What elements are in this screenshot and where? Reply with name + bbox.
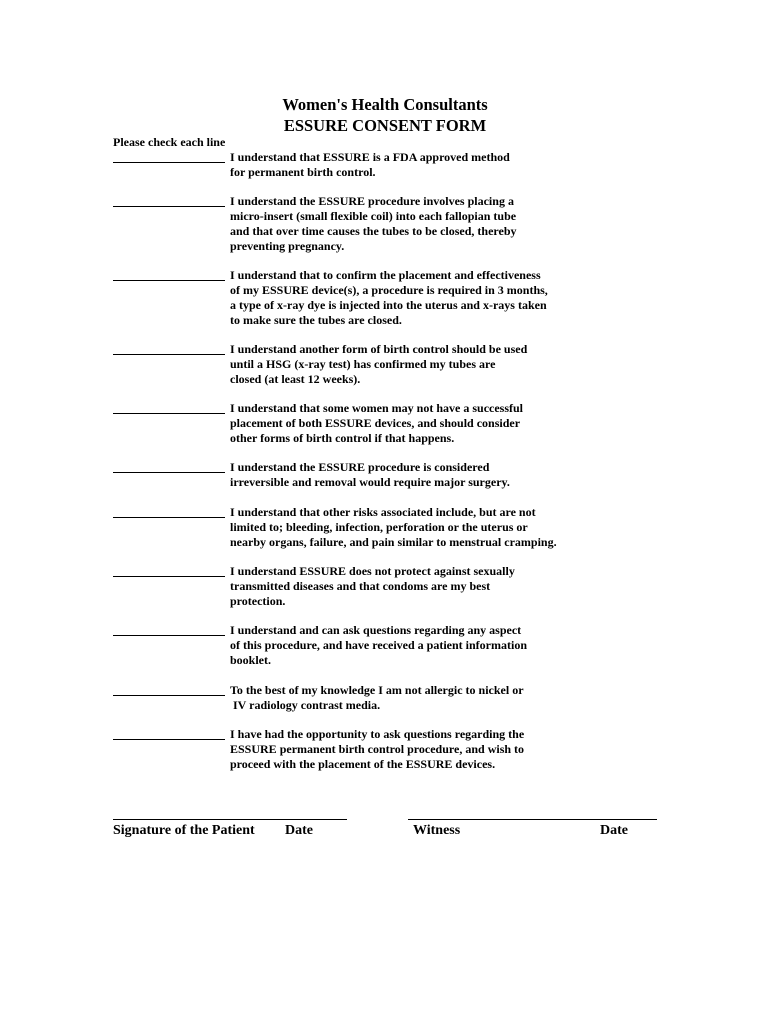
patient-signature-line[interactable] xyxy=(113,819,347,820)
consent-line: of my ESSURE device(s), a procedure is required in 3 months, xyxy=(230,283,548,297)
consent-line: I understand that some women may not have a successful xyxy=(230,401,524,415)
consent-line: irreversible and removal would require major surgery. xyxy=(230,475,510,489)
consent-item-text xyxy=(230,150,680,180)
consent-item-text xyxy=(230,401,680,446)
initial-blank-line[interactable] xyxy=(113,517,225,518)
initial-blank-line[interactable] xyxy=(113,695,225,696)
consent-item-text xyxy=(230,505,680,550)
initial-blank-line[interactable] xyxy=(113,354,225,355)
consent-line: and that over time causes the tubes to be closed, thereby xyxy=(230,224,517,238)
patient-date-label: Date xyxy=(285,823,313,838)
initial-blank-line[interactable] xyxy=(113,739,225,740)
initial-blank-line[interactable] xyxy=(113,413,225,414)
consent-line: I understand and can ask questions regarding any aspect xyxy=(230,623,522,637)
consent-line: proceed with the placement of the ESSURE devices. xyxy=(230,757,496,771)
consent-line: to make sure the tubes are closed. xyxy=(230,313,402,327)
consent-line: a type of x-ray dye is injected into the uterus and x-rays taken xyxy=(230,298,547,312)
consent-line: limited to; bleeding, infection, perforation or the uterus or xyxy=(230,520,528,534)
consent-item-text xyxy=(230,342,680,387)
consent-line: I understand ESSURE does not protect against sexually xyxy=(230,564,515,578)
consent-line: booklet. xyxy=(230,653,272,667)
consent-line: micro-insert (small flexible coil) into each fallopian tube xyxy=(230,209,517,223)
initial-blank-line[interactable] xyxy=(113,162,225,163)
consent-item-text xyxy=(230,727,680,772)
patient-signature-label: Signature of the Patient xyxy=(113,823,255,838)
consent-line: I understand another form of birth control should be used xyxy=(230,342,528,356)
consent-line: I understand that to confirm the placement and effectiveness xyxy=(230,268,541,282)
consent-line: transmitted diseases and that condoms are my best xyxy=(230,579,491,593)
consent-item-text xyxy=(230,194,680,254)
initial-blank-line[interactable] xyxy=(113,280,225,281)
consent-item-text xyxy=(230,268,680,328)
consent-line: of this procedure, and have received a patient information xyxy=(230,638,527,652)
consent-line: placement of both ESSURE devices, and should consider xyxy=(230,416,521,430)
initial-blank-line[interactable] xyxy=(113,206,225,207)
instruction-text: Please check each line xyxy=(113,135,226,149)
witness-signature-line[interactable] xyxy=(408,819,657,820)
consent-line: until a HSG (x-ray test) has confirmed my tubes are xyxy=(230,357,496,371)
initial-blank-line[interactable] xyxy=(113,635,225,636)
consent-line: I understand the ESSURE procedure involves placing a xyxy=(230,194,514,208)
consent-line: nearby organs, failure, and pain similar to menstrual cramping. xyxy=(230,535,557,549)
consent-line: protection. xyxy=(230,594,286,608)
consent-item-text xyxy=(230,460,680,490)
consent-line: I understand that other risks associated include, but are not xyxy=(230,505,536,519)
form-title: ESSURE CONSENT FORM xyxy=(283,116,487,135)
consent-line: preventing pregnancy. xyxy=(230,239,345,253)
consent-item-text xyxy=(230,683,680,713)
consent-line: IV radiology contrast media. xyxy=(230,698,381,712)
consent-item-text xyxy=(230,564,680,609)
consent-line: ESSURE permanent birth control procedure, and wish to xyxy=(230,742,525,756)
consent-line: To the best of my knowledge I am not allergic to nickel or xyxy=(230,683,524,697)
consent-line: I understand the ESSURE procedure is considered xyxy=(230,460,490,474)
consent-line: closed (at least 12 weeks). xyxy=(230,372,361,386)
consent-line: I understand that ESSURE is a FDA approved method xyxy=(230,150,510,164)
consent-line: other forms of birth control if that happens. xyxy=(230,431,455,445)
initial-blank-line[interactable] xyxy=(113,576,225,577)
consent-line: for permanent birth control. xyxy=(230,165,376,179)
initial-blank-line[interactable] xyxy=(113,472,225,473)
organization-name: Women's Health Consultants xyxy=(282,95,488,114)
witness-label: Witness xyxy=(413,823,461,838)
consent-line: I have had the opportunity to ask questions regarding the xyxy=(230,727,525,741)
witness-date-label: Date xyxy=(600,823,628,838)
consent-item-text xyxy=(230,623,680,668)
